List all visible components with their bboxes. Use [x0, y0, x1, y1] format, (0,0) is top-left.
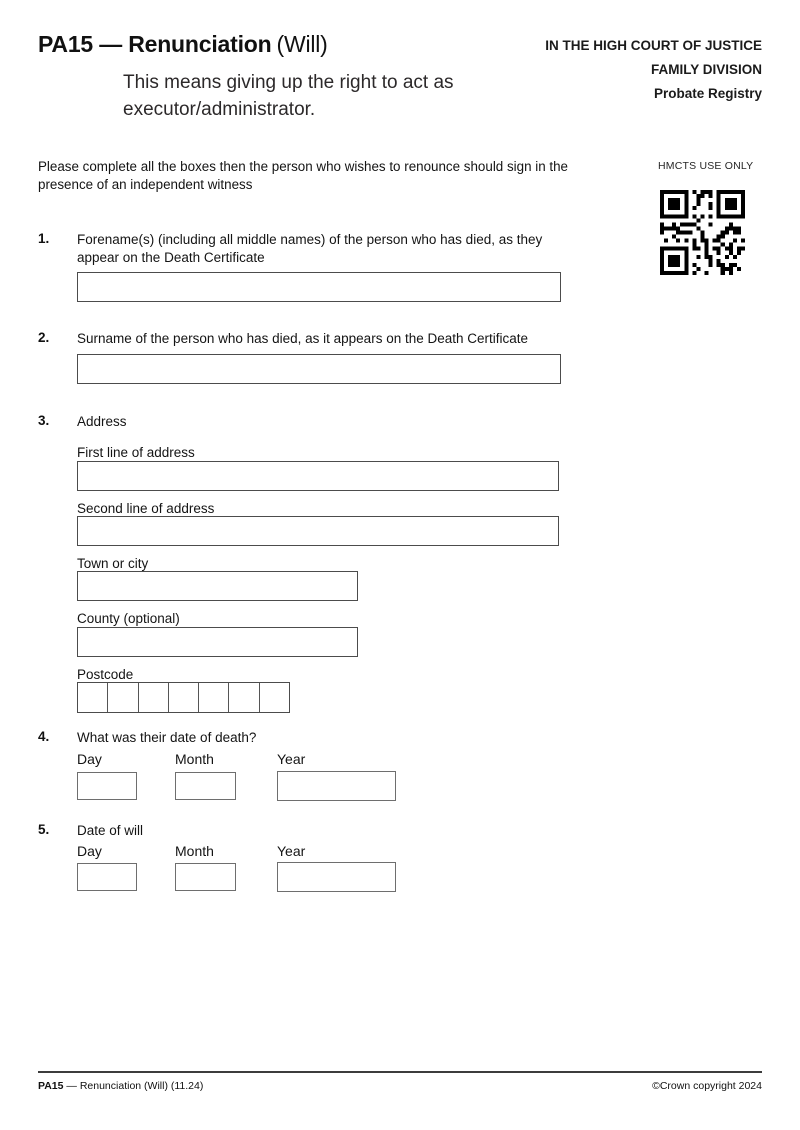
- death-month-label: Month: [175, 751, 214, 767]
- postcode-grid: [77, 682, 290, 713]
- form-subtitle-line2: executor/administrator.: [123, 99, 316, 120]
- question-1-label: Forename(s) (including all middle names) of the person who has died, as they appear on the Death Certificate: [77, 232, 543, 265]
- court-header-line1: IN THE HIGH COURT OF JUSTICE: [545, 38, 762, 53]
- postcode-cell-7[interactable]: [260, 683, 289, 712]
- form-title-main: PA15 — Renunciation: [38, 31, 272, 57]
- form-title-suffix: (Will): [276, 31, 328, 57]
- town-input[interactable]: [77, 571, 358, 601]
- postcode-cell-1[interactable]: [78, 683, 108, 712]
- question-3-number: 3.: [38, 413, 50, 428]
- hmcts-use-only-label: HMCTS USE ONLY: [658, 160, 754, 172]
- postcode-cell-6[interactable]: [229, 683, 259, 712]
- question-1-number: 1.: [38, 231, 50, 246]
- form-subtitle-line1: This means giving up the right to act as: [123, 72, 454, 93]
- form-instructions: Please complete all the boxes then the person who wishes to renounce should sign in the presence of an independent witness: [38, 159, 569, 192]
- will-day-label: Day: [77, 843, 102, 859]
- address-line1-label: First line of address: [77, 445, 195, 460]
- death-day-input[interactable]: [77, 772, 137, 800]
- postcode-cell-2[interactable]: [108, 683, 138, 712]
- forenames-input[interactable]: [77, 272, 561, 302]
- footer-form-reference: [38, 1080, 203, 1092]
- address-line1-input[interactable]: [77, 461, 559, 491]
- will-day-input[interactable]: [77, 863, 137, 891]
- footer-divider: [38, 1071, 762, 1073]
- postcode-label: Postcode: [77, 667, 134, 682]
- footer-form-version: — Renunciation (Will) (11.24): [63, 1080, 204, 1092]
- footer-form-code: PA15: [38, 1080, 64, 1092]
- question-2-number: 2.: [38, 330, 50, 345]
- footer-copyright: ©Crown copyright 2024: [652, 1080, 762, 1092]
- will-year-input[interactable]: [277, 862, 396, 892]
- death-day-label: Day: [77, 751, 102, 767]
- address-line2-label: Second line of address: [77, 501, 215, 516]
- postcode-cell-3[interactable]: [139, 683, 169, 712]
- question-3-label: Address: [77, 414, 127, 429]
- will-month-input[interactable]: [175, 863, 236, 891]
- will-year-label: Year: [277, 843, 306, 859]
- form-title: [38, 31, 328, 58]
- death-year-label: Year: [277, 751, 306, 767]
- question-2-label: Surname of the person who has died, as it appears on the Death Certificate: [77, 331, 529, 346]
- court-header-line2: FAMILY DIVISION: [650, 62, 762, 77]
- court-header: [545, 34, 762, 106]
- postcode-cell-4[interactable]: [169, 683, 199, 712]
- question-4-label: What was their date of death?: [77, 730, 257, 745]
- court-header-line3: Probate Registry: [653, 86, 762, 101]
- qr-code: [660, 190, 745, 275]
- form-subtitle: [123, 69, 454, 123]
- address-line2-input[interactable]: [77, 516, 559, 546]
- surname-input[interactable]: [77, 354, 561, 384]
- town-label: Town or city: [77, 556, 149, 571]
- county-label: County (optional): [77, 611, 180, 626]
- county-input[interactable]: [77, 627, 358, 657]
- question-5-number: 5.: [38, 822, 50, 837]
- question-4-number: 4.: [38, 729, 50, 744]
- question-5-label: Date of will: [77, 823, 144, 838]
- death-month-input[interactable]: [175, 772, 236, 800]
- will-month-label: Month: [175, 843, 214, 859]
- death-year-input[interactable]: [277, 771, 396, 801]
- postcode-cell-5[interactable]: [199, 683, 229, 712]
